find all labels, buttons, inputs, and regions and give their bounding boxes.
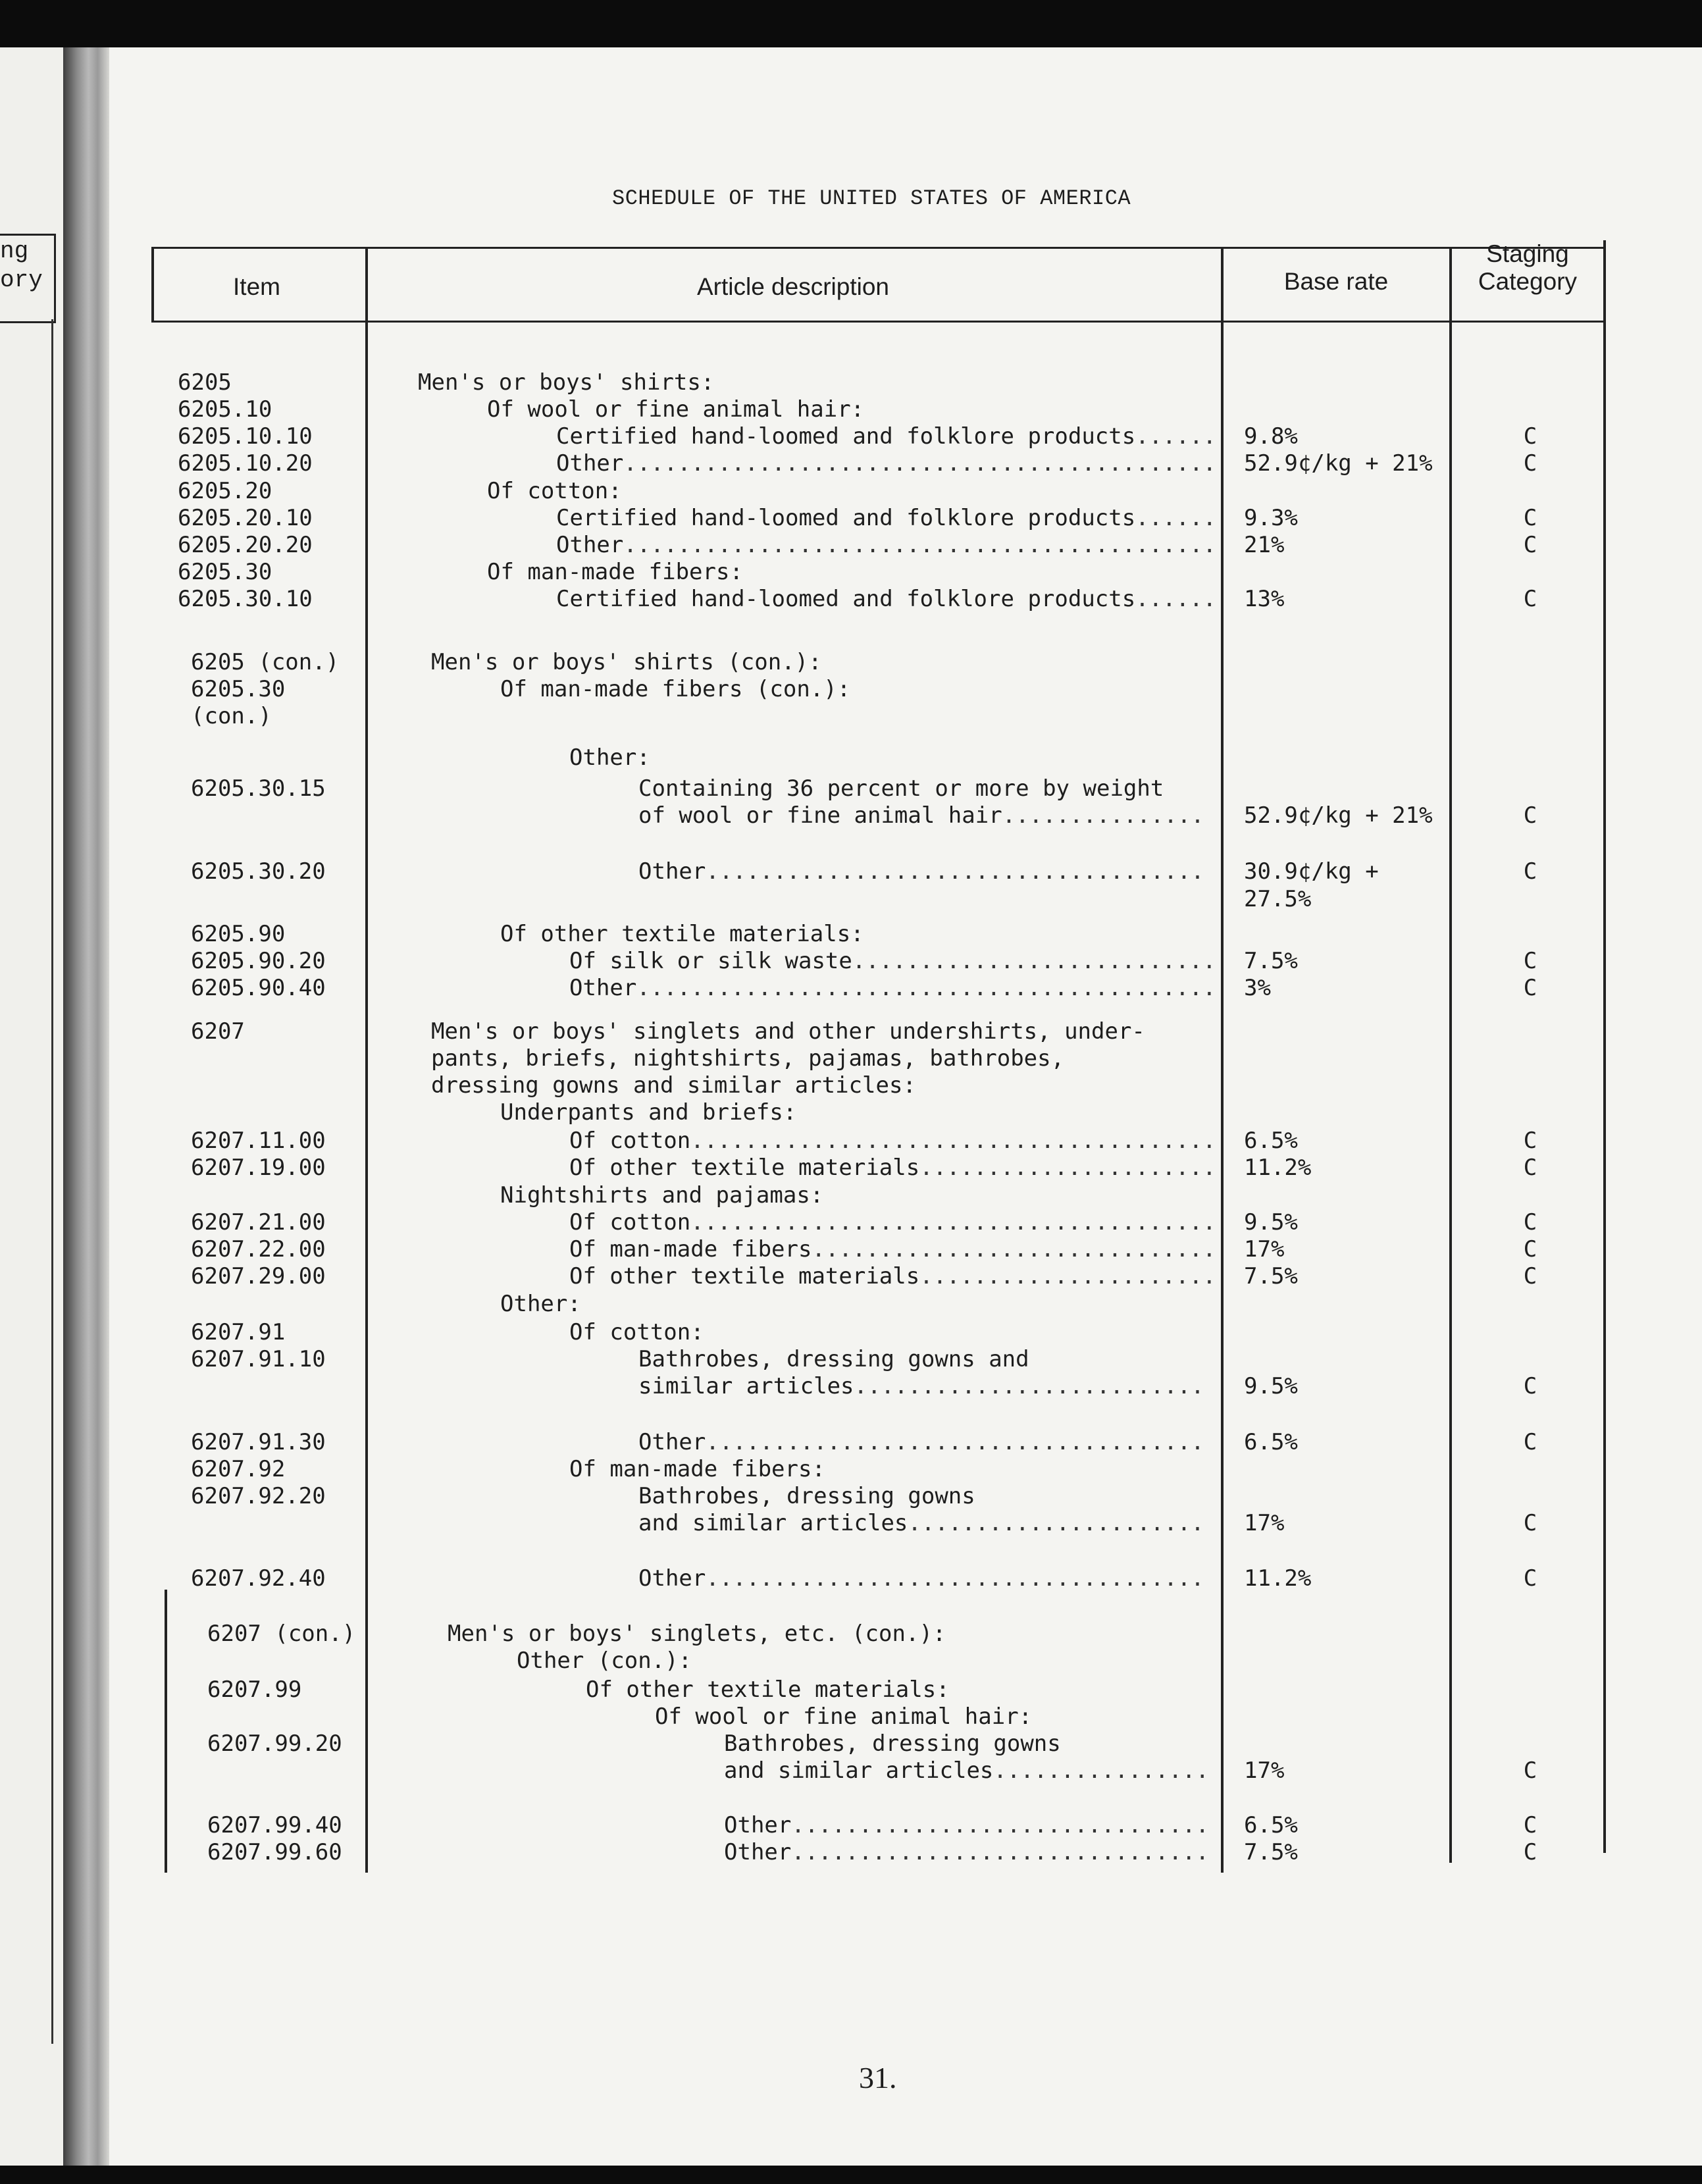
table-row (151, 858, 1606, 885)
base-rate: 9.3% (1244, 505, 1298, 531)
item-code: 6207.99.20 (207, 1730, 342, 1757)
staging-category: C (1523, 1128, 1537, 1154)
description-text: Of other textile materials (569, 1155, 920, 1181)
header-staging-line-2: Category (1478, 268, 1578, 295)
dot-leader: ............... (1002, 802, 1204, 829)
table-row (151, 1372, 1606, 1400)
description-text: Other (724, 1839, 792, 1865)
item-code: 6207.21.00 (191, 1209, 326, 1235)
staging-category: C (1523, 975, 1537, 1001)
item-code: 6205.20 (178, 478, 272, 504)
table-row (151, 885, 1606, 913)
article-description (431, 1018, 1145, 1045)
dot-leader: ...... (1135, 505, 1217, 531)
header-article-description: Article description (696, 273, 889, 300)
item-code: 6207 (191, 1018, 245, 1045)
table-row (151, 450, 1606, 477)
scan-bottom-border (0, 2166, 1702, 2184)
item-code: 6205 (con.) (191, 649, 340, 675)
base-rate: 11.2% (1244, 1565, 1312, 1592)
article-description (638, 1565, 1204, 1592)
table-row (151, 920, 1606, 948)
article-description (487, 396, 864, 423)
article-description (724, 1757, 1209, 1784)
description-text: of wool or fine animal hair (638, 802, 1002, 829)
article-description (569, 1127, 1216, 1155)
table-row (151, 1235, 1606, 1263)
item-code: 6207 (con.) (207, 1621, 356, 1647)
section-break-rule (165, 1590, 167, 1873)
description-text: Of cotton (569, 1209, 691, 1235)
article-description (569, 1318, 704, 1346)
item-code: 6205.30 (178, 559, 272, 585)
description-text: Other (556, 532, 624, 558)
staging-category: C (1523, 948, 1537, 974)
item-code: 6207.99.60 (207, 1839, 342, 1865)
article-description (638, 775, 1164, 802)
table-row (151, 675, 1606, 703)
table-row (151, 1730, 1606, 1757)
table-row (151, 1811, 1606, 1839)
item-code: 6207.92.40 (191, 1565, 326, 1592)
table-row (151, 1482, 1606, 1510)
description-text: Of wool or fine animal hair: (487, 396, 865, 423)
dot-leader: ................ (993, 1757, 1209, 1784)
description-text: Men's or boys' singlets and other undershirts, under- (431, 1018, 1145, 1045)
dot-leader: ..................................... (706, 858, 1204, 885)
staging-category: C (1523, 1839, 1537, 1865)
table-row (151, 1647, 1606, 1675)
article-description (556, 450, 1216, 477)
table-row (151, 648, 1606, 676)
description-text: Of other textile materials: (586, 1677, 950, 1703)
base-rate: 17% (1244, 1757, 1285, 1784)
article-description (569, 1235, 1216, 1263)
table-row (151, 775, 1606, 802)
item-code: 6205.20.10 (178, 505, 313, 531)
article-description (569, 974, 1216, 1002)
table-row (151, 1620, 1606, 1648)
base-rate: 3% (1244, 975, 1271, 1001)
description-text: Of other textile materials (569, 1263, 920, 1289)
article-description (556, 585, 1216, 613)
table-row (151, 1345, 1606, 1373)
description-text: Of wool or fine animal hair: (655, 1703, 1033, 1730)
article-description (556, 423, 1216, 450)
table-row (151, 1565, 1606, 1592)
description-text: Other (724, 1812, 792, 1838)
scan-top-border (0, 0, 1702, 47)
table-row (151, 1318, 1606, 1346)
article-description (418, 369, 714, 396)
base-rate: 6.5% (1244, 1128, 1298, 1154)
dot-leader: ........................................... (636, 975, 1216, 1001)
dot-leader: ...................... (919, 1263, 1216, 1289)
facing-page-edge (0, 47, 66, 2166)
description-text: Containing 36 percent or more by weight (638, 775, 1164, 802)
dot-leader: ....................................... (690, 1128, 1216, 1154)
facing-page-header-fragment (0, 237, 43, 295)
staging-category: C (1523, 1236, 1537, 1262)
base-rate: 13% (1244, 586, 1285, 612)
description-text: Certified hand-loomed and folklore products (556, 586, 1136, 612)
staging-category: C (1523, 1373, 1537, 1399)
base-rate: 27.5% (1244, 886, 1312, 912)
base-rate: 52.9¢/kg + 21% (1244, 802, 1433, 829)
item-code: 6207.99.40 (207, 1812, 342, 1838)
article-description (500, 675, 850, 703)
page-title: SCHEDULE OF THE UNITED STATES OF AMERICA (612, 186, 1131, 211)
description-text: and similar articles (638, 1510, 908, 1536)
description-text: similar articles (638, 1373, 854, 1399)
description-text: Other (569, 975, 637, 1001)
description-text: Underpants and briefs: (500, 1099, 797, 1126)
dot-leader: .......................... (854, 1373, 1204, 1399)
base-rate: 17% (1244, 1236, 1285, 1262)
article-description (517, 1647, 692, 1675)
base-rate: 21% (1244, 532, 1285, 558)
article-description (638, 1482, 975, 1510)
article-description (724, 1838, 1209, 1866)
table-row (151, 1209, 1606, 1236)
description-text: Of cotton (569, 1128, 691, 1154)
table-row (151, 531, 1606, 559)
article-description (724, 1811, 1209, 1839)
dot-leader: ............................................ (623, 532, 1217, 558)
article-description (655, 1703, 1032, 1730)
base-rate: 11.2% (1244, 1155, 1312, 1181)
base-rate: 7.5% (1244, 948, 1298, 974)
description-text: and similar articles (724, 1757, 994, 1784)
article-description (556, 531, 1216, 559)
table-row (151, 477, 1606, 505)
book-gutter-shadow (63, 47, 109, 2166)
item-code: 6205.30.15 (191, 775, 326, 802)
staging-category: C (1523, 1155, 1537, 1181)
header-staging-category (1453, 240, 1602, 296)
description-text: Of man-made fibers (con.): (500, 676, 851, 702)
facing-page-text-line-2: ory (0, 267, 43, 294)
base-rate: 6.5% (1244, 1429, 1298, 1455)
base-rate: 9.8% (1244, 423, 1298, 450)
item-code: 6207.92 (191, 1456, 286, 1482)
table-row (151, 1838, 1606, 1866)
article-description (431, 1045, 1064, 1072)
base-rate: 17% (1244, 1510, 1285, 1536)
item-code: 6207.91 (191, 1319, 286, 1345)
description-text: Other (638, 1565, 706, 1592)
staging-category: C (1523, 1510, 1537, 1536)
description-text: Men's or boys' shirts: (418, 369, 715, 396)
item-code: 6205.90 (191, 921, 286, 947)
description-text: Men's or boys' singlets, etc. (con.): (448, 1621, 946, 1647)
table-row (151, 1262, 1606, 1290)
item-code: 6205.90.40 (191, 975, 326, 1001)
article-description (500, 1099, 796, 1126)
article-description (569, 947, 1216, 975)
table-row (151, 1428, 1606, 1456)
base-rate: 9.5% (1244, 1209, 1298, 1235)
dot-leader: ............................... (791, 1839, 1209, 1865)
base-rate: 7.5% (1244, 1263, 1298, 1289)
dot-leader: ...................... (908, 1510, 1204, 1536)
item-code: 6205.10.20 (178, 450, 313, 477)
description-text: Of man-made fibers (569, 1236, 812, 1262)
item-code: 6207.11.00 (191, 1128, 326, 1154)
table-row (151, 974, 1606, 1002)
table-row (151, 1509, 1606, 1537)
description-text: Certified hand-loomed and folklore products (556, 505, 1136, 531)
description-text: Other: (569, 744, 650, 771)
item-code: 6205.20.20 (178, 532, 313, 558)
item-code: 6205 (178, 369, 232, 396)
dot-leader: ............................... (791, 1812, 1209, 1838)
staging-category: C (1523, 1757, 1537, 1784)
staging-category: C (1523, 532, 1537, 558)
table-row (151, 1455, 1606, 1483)
staging-category: C (1523, 1812, 1537, 1838)
article-description (431, 1072, 916, 1099)
table-row (151, 1018, 1606, 1045)
table-row (151, 702, 1606, 730)
article-description (638, 1509, 1204, 1537)
item-code: 6205.10.10 (178, 423, 313, 450)
item-code: 6205.90.20 (191, 948, 326, 974)
item-code: 6207.92.20 (191, 1483, 326, 1509)
article-description (638, 858, 1204, 885)
table-top-rule (151, 247, 1606, 249)
table-row (151, 1676, 1606, 1703)
table-row (151, 1127, 1606, 1155)
article-description (724, 1730, 1061, 1757)
article-description (569, 1154, 1216, 1182)
item-code: 6205.30 (191, 676, 286, 702)
item-code: 6207.29.00 (191, 1263, 326, 1289)
dot-leader: ........................... (852, 948, 1216, 974)
article-description (448, 1620, 946, 1648)
facing-page-text-line-1: ng (0, 238, 29, 265)
table-row (151, 1099, 1606, 1126)
dot-leader: ...... (1135, 423, 1217, 450)
table-row (151, 1154, 1606, 1182)
item-code: 6207.91.10 (191, 1346, 326, 1372)
base-rate: 52.9¢/kg + 21% (1244, 450, 1433, 477)
article-description (487, 477, 622, 505)
table-row (151, 1045, 1606, 1072)
staging-category: C (1523, 802, 1537, 829)
description-text: Other (556, 450, 624, 477)
table-row (151, 504, 1606, 532)
table-row (151, 802, 1606, 829)
table-row (151, 1703, 1606, 1730)
base-rate: 7.5% (1244, 1839, 1298, 1865)
table-row (151, 1182, 1606, 1209)
article-description (586, 1676, 950, 1703)
item-code: 6207.91.30 (191, 1429, 326, 1455)
item-code: (con.) (191, 703, 272, 729)
description-text: Nightshirts and pajamas: (500, 1182, 824, 1209)
dot-leader: ..................................... (706, 1565, 1204, 1592)
item-code: 6205.10 (178, 396, 272, 423)
article-description (500, 1182, 823, 1209)
header-base-rate: Base rate (1283, 268, 1389, 295)
staging-category: C (1523, 423, 1537, 450)
article-description (638, 1428, 1204, 1456)
article-description (569, 1455, 825, 1483)
description-text: Certified hand-loomed and folklore products (556, 423, 1136, 450)
article-description (487, 558, 743, 586)
staging-category: C (1523, 1429, 1537, 1455)
table-row (151, 369, 1606, 396)
article-description (500, 1290, 581, 1318)
staging-category: C (1523, 450, 1537, 477)
table-row (151, 396, 1606, 423)
table-row (151, 744, 1606, 771)
staging-category: C (1523, 1263, 1537, 1289)
item-code: 6207.99 (207, 1677, 302, 1703)
table-row (151, 1290, 1606, 1318)
item-code: 6207.19.00 (191, 1155, 326, 1181)
description-text: Other (con.): (517, 1648, 692, 1674)
dot-leader: .............................. (812, 1236, 1216, 1262)
description-text: Of man-made fibers: (487, 559, 743, 585)
staging-category: C (1523, 858, 1537, 885)
description-text: Bathrobes, dressing gowns (638, 1483, 975, 1509)
dot-leader: ...................... (919, 1155, 1216, 1181)
header-bottom-rule (151, 321, 1606, 323)
description-text: Other (638, 858, 706, 885)
facing-page-rule (51, 319, 53, 2044)
description-text: Bathrobes, dressing gowns (724, 1730, 1061, 1757)
page-number: 31. (859, 2061, 897, 2094)
article-description (431, 648, 822, 676)
description-text: Other (638, 1429, 706, 1455)
dot-leader: ............................................ (623, 450, 1217, 477)
article-description (638, 1345, 1029, 1373)
description-text: Of man-made fibers: (569, 1456, 825, 1482)
article-description (569, 1209, 1216, 1236)
table-row (151, 423, 1606, 450)
staging-category: C (1523, 1209, 1537, 1235)
header-staging-line-1: Staging (1486, 240, 1569, 267)
article-description (500, 920, 864, 948)
staging-category: C (1523, 586, 1537, 612)
description-text: Of cotton: (487, 478, 622, 504)
base-rate: 9.5% (1244, 1373, 1298, 1399)
article-description (638, 1372, 1204, 1400)
description-text: Of silk or silk waste (569, 948, 852, 974)
staging-category: C (1523, 1565, 1537, 1592)
article-description (569, 1262, 1216, 1290)
item-code: 6205.30.20 (191, 858, 326, 885)
description-text: pants, briefs, nightshirts, pajamas, bathrobes, (431, 1045, 1065, 1072)
table-row (151, 585, 1606, 613)
article-description (638, 802, 1204, 829)
header-item: Item (233, 273, 280, 300)
item-code: 6205.30.10 (178, 586, 313, 612)
table-row (151, 947, 1606, 975)
description-text: Of other textile materials: (500, 921, 864, 947)
dot-leader: ..................................... (706, 1429, 1204, 1455)
item-code: 6207.22.00 (191, 1236, 326, 1262)
dot-leader: ...... (1135, 586, 1217, 612)
table-row (151, 1072, 1606, 1099)
base-rate: 6.5% (1244, 1812, 1298, 1838)
description-text: Other: (500, 1291, 581, 1317)
staging-category: C (1523, 505, 1537, 531)
description-text: Bathrobes, dressing gowns and (638, 1346, 1029, 1372)
dot-leader: ....................................... (690, 1209, 1216, 1235)
description-text: Men's or boys' shirts (con.): (431, 649, 822, 675)
article-description (556, 504, 1216, 532)
table-row (151, 1757, 1606, 1784)
description-text: Of cotton: (569, 1319, 704, 1345)
article-description (569, 744, 650, 771)
table-row (151, 558, 1606, 586)
tariff-schedule-table (151, 240, 1606, 1873)
base-rate: 30.9¢/kg + (1244, 858, 1379, 885)
description-text: dressing gowns and similar articles: (431, 1072, 916, 1099)
